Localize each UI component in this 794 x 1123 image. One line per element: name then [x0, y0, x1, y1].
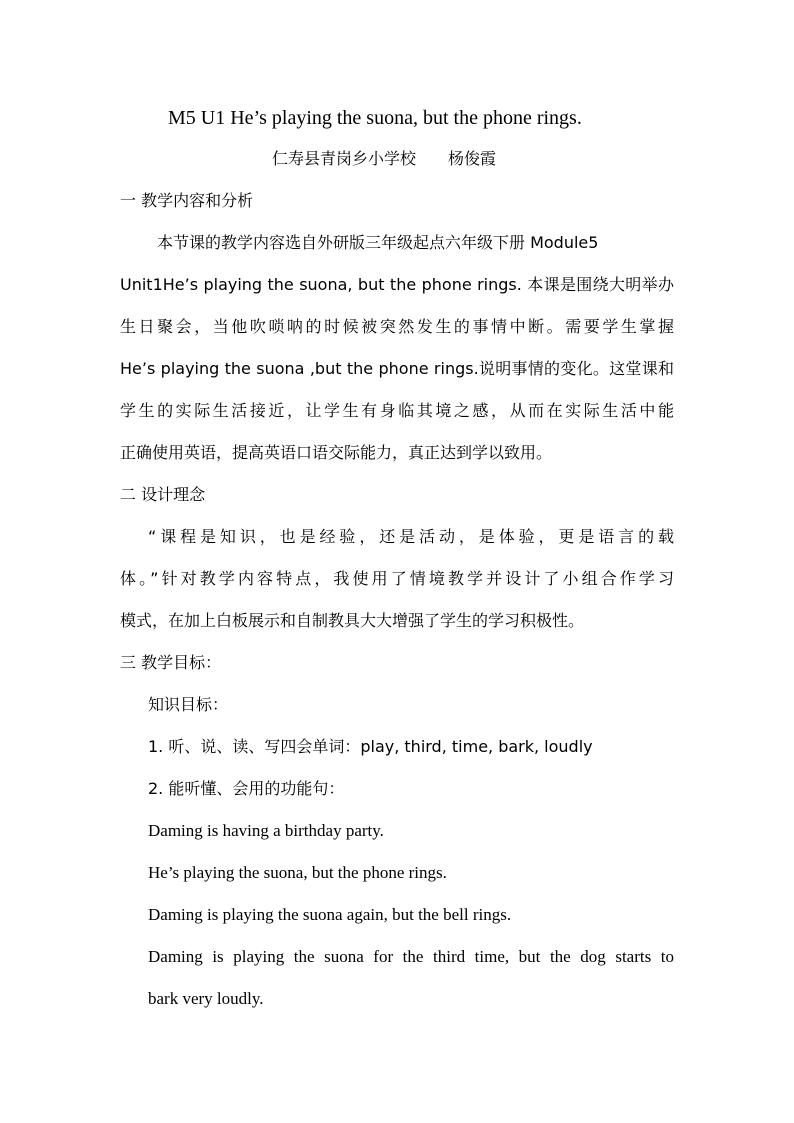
- paragraph-line: 模式，在加上白板展示和自制教具大大增强了学生的学习积极性。: [120, 611, 585, 630]
- example-sentence: bark very loudly.: [148, 989, 264, 1008]
- section-heading-teaching-objectives: 三 教学目标：: [120, 653, 222, 672]
- paragraph-line: He’s playing the suona ,but the phone rings.说明事情的变化。这堂课和: [120, 359, 674, 378]
- paragraph-line: 生日聚会，当他吹唢呐的时候被突然发生的事情中断。需要学生掌握: [120, 317, 674, 336]
- paragraph-line: “课程是知识，也是经验，还是活动，是体验，更是语言的载: [148, 527, 674, 546]
- section-heading-content-analysis: 一 教学内容和分析: [120, 191, 254, 210]
- objective-item: 1. 听、说、读、写四会单词：play, third, time, bark, loudly: [148, 737, 593, 756]
- paragraph-line: 体。”针对教学内容特点，我使用了情境教学并设计了小组合作学习: [120, 569, 674, 588]
- paragraph-line: 学生的实际生活接近，让学生有身临其境之感，从而在实际生活中能: [120, 401, 674, 420]
- example-sentence: Daming is playing the suona again, but the bell rings.: [148, 905, 512, 924]
- paragraph-line: Unit1He’s playing the suona, but the phone rings. 本课是围绕大明举办: [120, 275, 674, 294]
- section-heading-design-concept: 二 设计理念: [120, 485, 206, 504]
- sub-heading-knowledge-objectives: 知识目标：: [148, 695, 229, 714]
- paragraph-line: 正确使用英语，提高英语口语交际能力，真正达到学以致用。: [120, 443, 553, 462]
- example-sentence: He’s playing the suona, but the phone rings.: [148, 863, 447, 882]
- example-sentence: Daming is having a birthday party.: [148, 821, 384, 840]
- objective-item: 2. 能听懂、会用的功能句：: [148, 779, 345, 798]
- document-title: M5 U1 He’s playing the suona, but the phone rings.: [168, 107, 582, 129]
- author-line: 仁寿县青岗乡小学校 杨俊霞: [272, 149, 497, 168]
- example-sentence: Daming is playing the suona for the third time, but the dog starts to: [148, 947, 674, 966]
- paragraph-line: 本节课的教学内容选自外研版三年级起点六年级下册 Module5: [157, 233, 599, 252]
